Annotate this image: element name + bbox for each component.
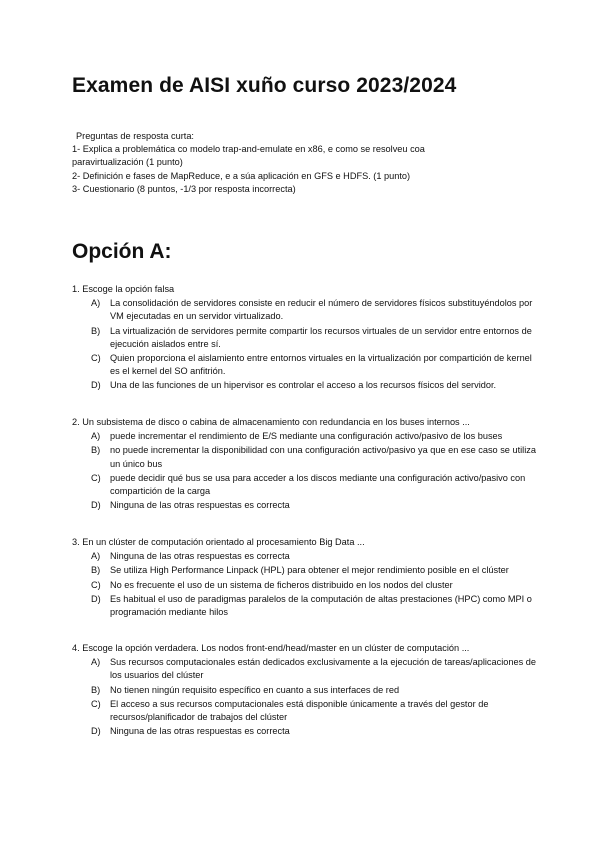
answer-2d (72, 499, 542, 512)
answer-letter: D) (91, 380, 101, 391)
short-question-1 (72, 143, 472, 169)
answer-letter: B) (91, 445, 101, 456)
question-4-answers (72, 656, 542, 738)
answer-2c (72, 472, 542, 498)
question-2-answers (72, 430, 542, 512)
answer-1a (72, 297, 542, 323)
answer-letter: C) (91, 698, 101, 709)
answer-text: Ninguna de las otras respuestas es correcta (110, 551, 290, 562)
answer-2a (72, 430, 542, 443)
answer-3a (72, 550, 542, 563)
answer-letter: B) (91, 565, 101, 576)
option-a-heading: Opción A: (72, 240, 172, 263)
answer-1c (72, 352, 542, 378)
answer-3c (72, 579, 542, 592)
answer-text: No es frecuente el uso de un sistema de ficheros distribuido en los nodos del cluster (110, 579, 453, 590)
answer-letter: D) (91, 593, 101, 604)
short-question-3: 3- Cuestionario (8 puntos, -1/3 por resposta incorrecta) (72, 183, 296, 194)
answer-letter: A) (91, 431, 101, 442)
answer-letter: C) (91, 472, 101, 483)
answer-letter: D) (91, 726, 101, 737)
answer-text: La consolidación de servidores consiste en reducir el número de servidores físicos substituyéndolos por VM ejecutadas en un servidor virtualizado. (110, 298, 533, 322)
answer-letter: A) (91, 298, 101, 309)
answer-text: No tienen ningún requisito específico en cuanto a sus interfaces de red (110, 684, 400, 695)
short-question-1-text: 1- Explica a problemática co modelo trap-and-emulate en x86, e como se resolveu coa paravirtualización (1 punto) (72, 144, 425, 168)
answer-text: Sus recursos computacionales están dedicados exclusivamente a la ejecución de tareas/aplicaciones de los usuarios del clúster (110, 657, 536, 681)
short-answer-intro: Preguntas de resposta curta: (76, 131, 194, 141)
question-2-text: 2. Un subsistema de disco o cabina de almacenamiento con redundancia en los buses internos ... (72, 417, 470, 427)
answer-2b (72, 444, 542, 470)
question-3 (72, 536, 542, 619)
answer-text: puede decidir qué bus se usa para acceder a los discos mediante una configuración activo/pasivo con compartición de la carga (110, 472, 526, 497)
document-title: Examen de AISI xuño curso 2023/2024 (72, 74, 457, 97)
answer-letter: C) (91, 579, 101, 590)
answer-text: Se utiliza High Performance Linpack (HPL) para obtener el mejor rendimiento posible en el clúster (110, 565, 509, 576)
answer-text: Ninguna de las otras respuestas es correcta (110, 726, 290, 737)
question-3-answers (72, 550, 542, 619)
answer-4d (72, 725, 542, 738)
short-answer-section (72, 130, 472, 196)
answer-text: Una de las funciones de un hipervisor es controlar el acceso a los recursos físicos del servidor. (110, 380, 497, 391)
answer-4c (72, 698, 542, 724)
answer-1b (72, 325, 542, 351)
answer-text: El acceso a sus recursos computacionales está disponible únicamente a través del gestor de recursos/planificador de trabajos del clúster (110, 698, 489, 723)
answer-letter: A) (91, 551, 101, 562)
answer-text: La virtualización de servidores permite compartir los recursos virtuales de un servidor entre entornos de ejecución aislados entre sí. (110, 325, 532, 349)
answer-3b (72, 564, 542, 577)
question-1-answers (72, 297, 542, 392)
answer-text: Es habitual el uso de paradigmas paralelos de la computación de altas prestaciones (HPC) como MPI o programación mediante hilos (110, 593, 532, 618)
answer-text: Ninguna de las otras respuestas es correcta (110, 500, 290, 511)
answer-letter: C) (91, 353, 101, 364)
answer-4a (72, 656, 542, 682)
answer-letter: B) (91, 684, 101, 695)
answer-text: puede incrementar el rendimiento de E/S mediante una configuración activo/pasivo de los buses (110, 431, 503, 442)
answer-letter: B) (91, 325, 101, 336)
question-3-text: 3. En un clúster de computación orientado al procesamiento Big Data ... (72, 537, 365, 547)
question-4-text: 4. Escoge la opción verdadera. Los nodos front-end/head/master en un clúster de computación ... (72, 643, 470, 653)
answer-text: Quien proporciona el aislamiento entre entornos virtuales en la virtualización por compartición de kernel es el kernel del SO anfitrión. (110, 353, 532, 377)
question-1 (72, 283, 542, 393)
question-4 (72, 642, 542, 738)
answer-text: no puede incrementar la disponibilidad con una configuración activo/pasivo ya que en ese caso se utiliza un único bus (110, 445, 536, 469)
answer-letter: D) (91, 500, 101, 511)
short-question-2: 2- Definición e fases de MapReduce, e a súa aplicación en GFS e HDFS. (1 punto) (72, 170, 411, 181)
answer-4b (72, 684, 542, 697)
question-2 (72, 416, 542, 512)
answer-1d (72, 379, 542, 392)
answer-3d (72, 593, 542, 619)
answer-letter: A) (91, 657, 101, 668)
question-1-text: 1. Escoge la opción falsa (72, 284, 175, 294)
